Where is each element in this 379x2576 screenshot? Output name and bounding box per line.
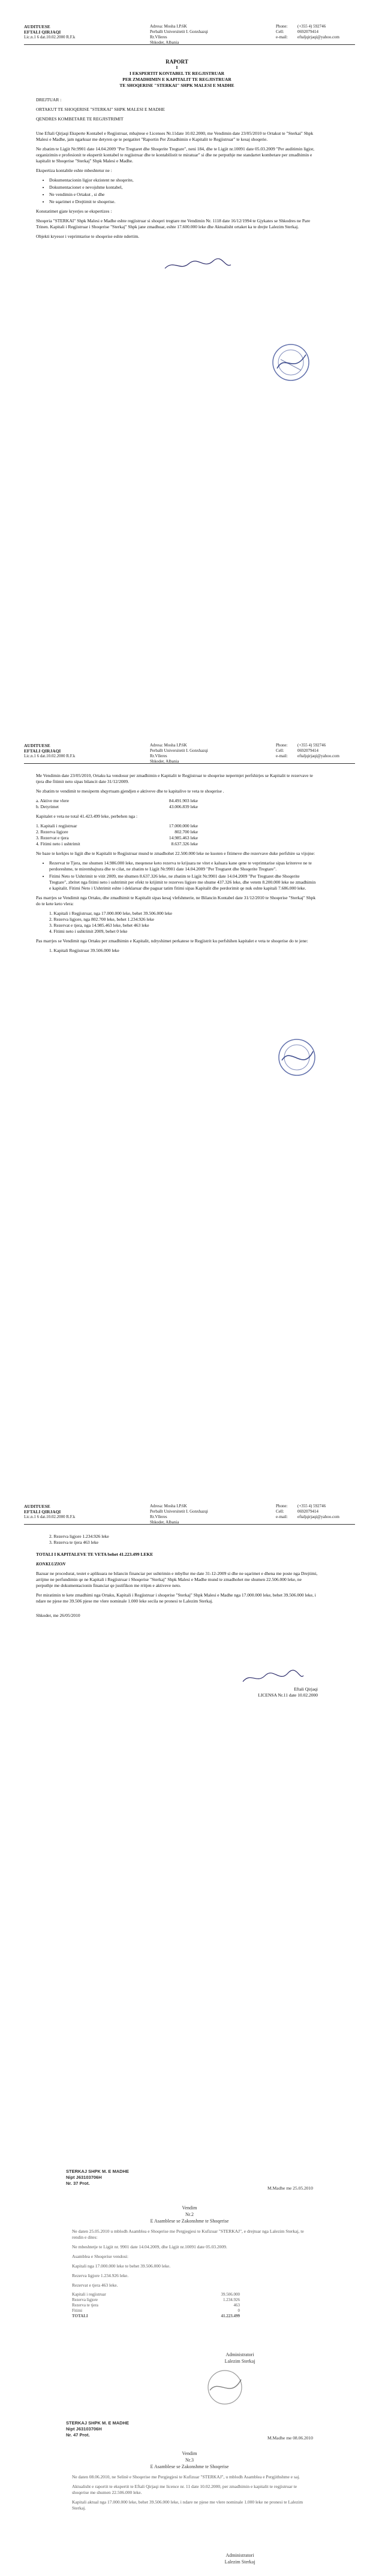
paragraph: Kapitali nga 17.000.000 leke te behet 39.506.000 leke. — [72, 2263, 171, 2269]
admin-title: Administratori — [225, 2352, 254, 2357]
conclusion-heading: KONKLUZION — [36, 1561, 66, 1567]
contact-block — [276, 1504, 372, 1520]
report-title: RAPORT — [166, 59, 188, 65]
address-line: Perballt Universitetit I. Gonxhazqi — [150, 1509, 208, 1514]
paragraph: Une Eftali Qirjaqi Eksperte Kontabel e Regjistruar, mbajtese e Licenses Nr.11date 10.02.2000, me Vendimin date 23/05/2010 te Ortakut te "Sterkai" Shpk Malesi e Madhe, jam ngarkuar me detyren qe te pergatitet "Raportin Per Zmadhimin e Kapitalit te Regjistruar" te kesaj shoqerie. — [36, 131, 314, 142]
admin-signature — [198, 2351, 282, 2365]
signer-license: LICENSA Nr.11 date 10.02.2000 — [258, 1692, 318, 1698]
addressee-2: QENDRES KOMBETARE TE REGJISTRIMIT — [36, 116, 124, 122]
addressed-to-label: DREJTUAR : — [36, 97, 62, 102]
new-values-list — [36, 911, 318, 935]
paragraph: Pas marrjes se Vendimit nga Ortaku per zmadhimin e Kapitalit, ndryshimet perkatese te Regjistrit ku perfshihen kapitalet e veta te shoqerise do te jene: — [36, 938, 308, 944]
cell-label: Cell: — [276, 29, 284, 34]
cell-label: Cell: — [276, 748, 284, 753]
protocol-number: Nr. 47 Prot. — [66, 2432, 90, 2438]
report-page-1 — [0, 0, 379, 701]
email-value: eftaljqirjaqi@yahoo.com — [297, 35, 340, 40]
decision-label: Vendim — [182, 2451, 197, 2456]
list-item: • Dokumentacionet e nevojshme kontabel, — [49, 185, 318, 191]
report-body-1 — [36, 59, 318, 243]
list-item: • Fitimi Neto te Ushtrimit te vitit 2009, me shumen 8.637.326 leke, ne zbatim te Ligjit Nr.9901 date 14.04.2009 "Per Tregtaret dhe Shoqerite Tregtare", zbritet nga fitimi neto i ushtrimit per efekt te krijimit te rezerves ligjore me shume 437.326 leke, dhe vetem 8.200.000 leke ne zmadhimin e kapitalit. Fitimi Neto i Ushtrimit eshte i deklaruar dhe paguar tatim fitimi sipas Kapitalit dhe perdorimit qe nuk eshte kapitali 7.686.000 leke. — [49, 873, 318, 891]
signature-scribble — [240, 1668, 306, 1686]
cell-value: 0692079414 — [297, 1509, 318, 1514]
decision-date: M.Madhe me 08.06.2010 — [267, 2435, 313, 2441]
decision-number: Nr.2 — [185, 2212, 194, 2217]
auditor-title: AUDITUESE — [24, 743, 50, 748]
auditor-stamp — [270, 341, 312, 383]
auditor-name-block — [24, 1504, 114, 1520]
cell-label: Cell: — [276, 1509, 284, 1514]
auditor-title: AUDITUESE — [24, 24, 50, 29]
phone-value: (+355 4) 592746 — [297, 1504, 326, 1508]
phone-value: (+355 4) 592746 — [297, 743, 326, 748]
admin-name: Lalezim Sterkaj — [224, 2559, 255, 2565]
cell-value: 0692079414 — [297, 748, 318, 753]
decision-date: M.Madhe me 25.05.2010 — [267, 2185, 313, 2191]
remaining-items — [36, 1534, 318, 1546]
address-line: Shkoder, Albania — [150, 759, 179, 764]
addressee-1: ORTAKUT TE SHOQERISE "STERKAI" SHPK MALESI E MADHE — [36, 107, 166, 112]
contact-block — [276, 24, 372, 40]
table-row: Rezerva ligjore 1.234.926 — [72, 2297, 240, 2302]
list-item: 4. Fitimi neto i ushtrimit 2009, behet 0 leke — [49, 929, 128, 934]
liability-row: b. Detyrimet 43.006.839 leke — [36, 804, 198, 809]
email-value: eftaljqirjaqi@yahoo.com — [297, 1514, 340, 1519]
company-stamp — [204, 2366, 246, 2408]
report-page-2 — [0, 701, 379, 1480]
decision-assembly: E Asamblese se Zakonshme te Shoqerise — [150, 2218, 229, 2224]
paragraph: Bazuar ne procedurat, testet e aplikuara ne bilancin financiar per ushtrimin e mbyllur me date 31-12-2009 si dhe ne sqarimet e dhena me poste nga Drejtimi, arrijme ne perfundimin qe ne Kapitali i Regjistruar i Shoqerise "Sterkaj" Shpk Malesi e Madhe mund te zmadhohet me shumen 22.506.000 leke, ne perputhje me dokumentacionin financiar qe justifikon me rritjen e aktiveve neto. — [36, 1571, 318, 1588]
address-line: Rr.Vlleres — [150, 754, 167, 758]
report-page-3 — [0, 1480, 379, 2139]
report-number: I — [176, 65, 178, 70]
address-block — [150, 24, 228, 46]
paragraph: Shoqeria "STERKAI" Shpk Malesi e Madhe eshte regjistruar si shoqeri tregtare me Vendimin Nr. 1118 date 16/12/1994 te Gjykates se Shkodres ne Pare Trinen. Kapitali i Regjistruar i Shoqerise "Sterkaj" Shpk jane zmadhuar, eshte 17.600.000 leke dhe Aktualisht ortaket ka te drejte Lalezim Sterkaj. — [36, 218, 311, 229]
paragraph: Asamblea e Shoqerise vendosi: — [72, 2254, 128, 2259]
auditor-name: EFTALI QIRJAQI — [24, 1509, 61, 1514]
paragraph: Aktualisht e raportit te ekspertit te Eftali Qirjaqi me licence nr. 11 date 10.02.2000, per zmadhimin e kapitalit te regjistruar te shoqerise me shumen 22.506.000 leke. — [72, 2484, 297, 2495]
table-row: Rezerva te tjera 463 — [72, 2303, 240, 2308]
address-line: Rr.Vlleres — [150, 35, 167, 40]
email-label: e-mail: — [276, 35, 288, 40]
paragraph: Kapitali aktual nga 17.000.000 leke, behet 39.506.000 leke, i ndare ne pjese me vlere nominale 1.000 leke ne pronesi te Lalezim Sterkaj. — [72, 2499, 303, 2511]
company-nipt: Nipt J63103706H — [66, 2426, 102, 2432]
phone-label: Phone: — [276, 1504, 288, 1508]
paragraph: Ne daten 25.05.2010 u mblodh Asamblea e Shoqerise me Pergjegjesi te Kufizuar "STERKAJ", e drejtuar nga Lalezim Sterkaj, te rendin e dites: — [72, 2229, 304, 2240]
place-date: Shkoder, me 26/05/2010 — [36, 1613, 80, 1618]
paragraph: Konstatimet gjate kryerjes se ekspertizes : — [36, 208, 112, 214]
decision-label: Vendim — [182, 2205, 197, 2211]
list-item: 3. Rezervat e tjera, nga 14.985.463 leke, behet 463 leke — [49, 923, 149, 928]
decision-assembly: E Asamblese se Zakonshme te Shoqerise — [150, 2464, 229, 2469]
list-item: • Ne vendimin e Ortakut , si dhe — [49, 192, 318, 198]
report-body-2 — [36, 773, 318, 957]
decision-title — [0, 2450, 379, 2470]
basis-list — [36, 177, 318, 205]
decision-title — [0, 2205, 379, 2224]
phone-value: (+355 4) 592746 — [297, 24, 326, 29]
report-subtitle-line: PER ZMADHIMIN E KAPITALIT TE REGJISTRUAR — [122, 77, 231, 82]
auditor-license: Lic.n.1 6 dat.10.02.2000 R.F.k — [24, 35, 76, 40]
paragraph: Objekti kryesor i veprimtarise te shoqerise eshte ndertim. — [36, 234, 140, 239]
admin-signature — [198, 2552, 282, 2565]
paragraph: Per miratimin te kete zmadhimi nga Ortaku, Kapitali i Regjistruar i shoqerise "Sterkaj" Shpk Malesi e Madhe nga 17.000.000 leke, behet 39.506.000 leke, i ndare ne pjese me 39.506 pjese me vlere nominale 1.000 leke secila ne pronesi te Lalezim Sterkaj. — [36, 1592, 316, 1604]
address-line: Perballt Universitetit I. Gonxhazqi — [150, 29, 208, 34]
equity-row: 3. Rezervat e tjera 14.985.463 leke — [36, 835, 198, 840]
equity-row: 1. Kapitali i regjistruar 17.000.000 leke — [36, 823, 198, 829]
paragraph: Ne mbeshtetje te Ligjit nr. 9901 date 14.04.2009, dhe Ligjit nr.10091 date 05.03.2009. — [72, 2244, 227, 2250]
equity-row: 4. Fitimi neto i ushtrimit 8.637.326 leke — [36, 841, 198, 846]
auditor-name: EFTALI QIRJAQI — [24, 748, 61, 754]
auditor-stamp — [276, 1036, 318, 1078]
company-header — [66, 2169, 129, 2187]
final-capital: 1. Kapitali Regjistruar 39.506.000 leke — [49, 948, 119, 953]
list-item: • Rezervat te Tjera, me shumen 14.986.000 leke, meqenese keto rezerva te krijuara ne vitet e kaluara kane qene te veprimtarise sipas kritereve ne te perdoreshme, te mirembajtura dhe te cilat, ne zbatim te Ligjit Nr.9901 date 14.04.2009 "Per Tregtaret dhe Shoqerite Tregtare". — [49, 860, 318, 872]
paragraph: Ne baze te kerkjes te ligjit dhe te Kapitalit te Regjistruar mund te zmadhohet 22.500.000 leke ne kuoten e fitimeve dhe rezervave duke perfshire sa vijojne: — [36, 851, 315, 856]
address-line: Shkoder, Albania — [150, 40, 179, 45]
company-nipt: Nipt J63103706H — [66, 2175, 102, 2180]
protocol-number: Nr. 37 Prot. — [66, 2181, 90, 2186]
paragraph: Pas marrjes se Vendimit nga Ortaku, dhe zmadhimit te Kapitalit sipas kesaj vlefshmerie, ne Bilancin Kontabel date 31/12/2010 te Shoqerise "Sterkaj" Shpk do te kete keto vlera: — [36, 895, 316, 906]
company-name: STERKAJ SHPK M. E MADHE — [66, 2169, 130, 2174]
address-line: Rr.Vlleres — [150, 1514, 167, 1519]
capital-table — [72, 2292, 312, 2319]
auditor-name-block — [24, 24, 114, 40]
admin-name: Lalezim Sterkaj — [224, 2359, 255, 2364]
paragraph: Rezervat e tjera 463 leke. — [72, 2282, 118, 2288]
paragraph: Ne daten 08.06.2010, ne Selinë e Shoqerise me Pergjegjesi te Kufizuar "STERKAJ", u mblodh Asamblea e Pergjithshme e saj. — [72, 2474, 300, 2480]
paragraph: Ne zbatim te Ligjit Nr.9901 date 14.04.2009 "Per Tregtaret dhe Shoqerite Tregtare", neni 184, dhe te Ligjit nr.10091 date 05.03.2009 "Per auditimin ligjor, organizimin e profesionit te ekspertit kontabel te regjistruar dhe te kontabilistit te miratuar" si dhe ne perputhje me standartet kombetare per zmadhimin e kapitalit te Shoqerise "Sterkaj" Shpk Malesi e Madhe. — [36, 146, 315, 164]
report-subtitle-line: TE SHOQERISE "STERKAI" SHPK MALESI E MADHE — [119, 83, 234, 88]
signature-scribble — [162, 256, 234, 274]
equity-row: 2. Rezerva ligjore 802.700 leke — [36, 829, 198, 835]
table-row: TOTALI 41.223.499 — [72, 2314, 240, 2318]
phone-label: Phone: — [276, 743, 288, 748]
admin-title: Administratori — [225, 2553, 254, 2558]
address-block — [150, 1504, 228, 1525]
decision-body — [72, 2229, 312, 2319]
asset-row: a. Aktive me vlere 84.491.903 leke — [36, 798, 198, 803]
company-header — [66, 2420, 129, 2438]
paragraph: Ne zbatim te vendimit te mesiperm shqyrtuam gjendjen e aktiveve dhe te kapitalive te veta te shoqerise . — [36, 788, 224, 794]
address-line: Adresa: Mosha I.P.6K — [150, 24, 187, 29]
signature-block — [234, 1686, 318, 1698]
list-item: 2. Rezerva ligjore 1.234.926 leke — [49, 1534, 109, 1539]
list-item: 2. Rezerva ligjore, nga 802.700 leke, behet 1.234.926 leke — [49, 917, 154, 922]
table-row: Kapitali i regjistruar 39.506.000 — [72, 2292, 240, 2297]
table-row: Fitimi 0 — [72, 2308, 240, 2313]
report-body-3 — [36, 1534, 318, 1622]
list-item: • Dokumentacionin ligjor ekzistent ne shoqerite, — [49, 177, 318, 183]
auditor-title: AUDITUESE — [24, 1504, 50, 1509]
auditor-license: Lic.n.1 6 dat.10.02.2000 R.F.k — [24, 754, 76, 758]
email-label: e-mail: — [276, 754, 288, 758]
signer-name: Eftali Qirjaqi — [294, 1686, 318, 1692]
letterhead-divider — [24, 44, 355, 45]
company-name: STERKAJ SHPK M. E MADHE — [66, 2420, 130, 2426]
address-line: Perballt Universitetit I. Gonxhazqi — [150, 748, 208, 753]
contact-block — [276, 743, 372, 759]
address-line: Adresa: Mosha I.P.6K — [150, 743, 187, 748]
paragraph: Rezerva ligjore 1.234.926 leke. — [72, 2273, 129, 2278]
address-line: Shkoder, Albania — [150, 1520, 179, 1525]
paragraph: Kapitalet e veta ne total 41.423.499 leke, perbehen nga : — [36, 814, 138, 819]
email-value: eftaljqirjaqi@yahoo.com — [297, 754, 340, 758]
auditor-name: EFTALI QIRJAQI — [24, 29, 61, 35]
list-item: 3. Rezerva te tjera 463 leke — [49, 1540, 99, 1545]
letterhead-divider — [24, 1524, 355, 1525]
decision-number: Nr.3 — [185, 2457, 194, 2463]
phone-label: Phone: — [276, 24, 288, 29]
address-block — [150, 743, 228, 764]
list-item: • Ne sqarimet e Drejtimit te shoqerise. — [49, 199, 318, 205]
list-item: 1. Kapitali i Regjistruar, nga 17.000.000 leke, behet 39.506.000 leke — [49, 911, 173, 916]
decision-body — [72, 2474, 312, 2515]
paragraph: Ekspertiza kontabile eshte mbeshtetur ne : — [36, 168, 112, 173]
equity-total: TOTALI I KAPITALEVE TE VETA behet 41.223.499 LEKE — [36, 1552, 154, 1557]
decision-scans — [0, 2139, 379, 2576]
address-line: Adresa: Mosha I.P.6K — [150, 1504, 187, 1508]
paragraph: Me Vendimin date 23/05/2010, Ortaku ka vendosur per zmadhimin e Kapitalit te Regjistruar te shoqerise nepermjet perfshirjes se Kapitalit te rezervave te tjera dhe fitimit neto sipas bilancit date 31/12/2009. — [36, 773, 313, 784]
capital-sources-list — [36, 860, 318, 891]
auditor-name-block — [24, 743, 114, 759]
cell-value: 0692079414 — [297, 29, 318, 34]
report-subtitle-line: I EKSPERTIT KONTABEL TE REGJISTRUAR — [129, 71, 225, 76]
auditor-license: Lic.n.1 6 dat.10.02.2000 R.F.k — [24, 1514, 76, 1519]
letterhead-divider — [24, 763, 355, 764]
email-label: e-mail: — [276, 1514, 288, 1519]
